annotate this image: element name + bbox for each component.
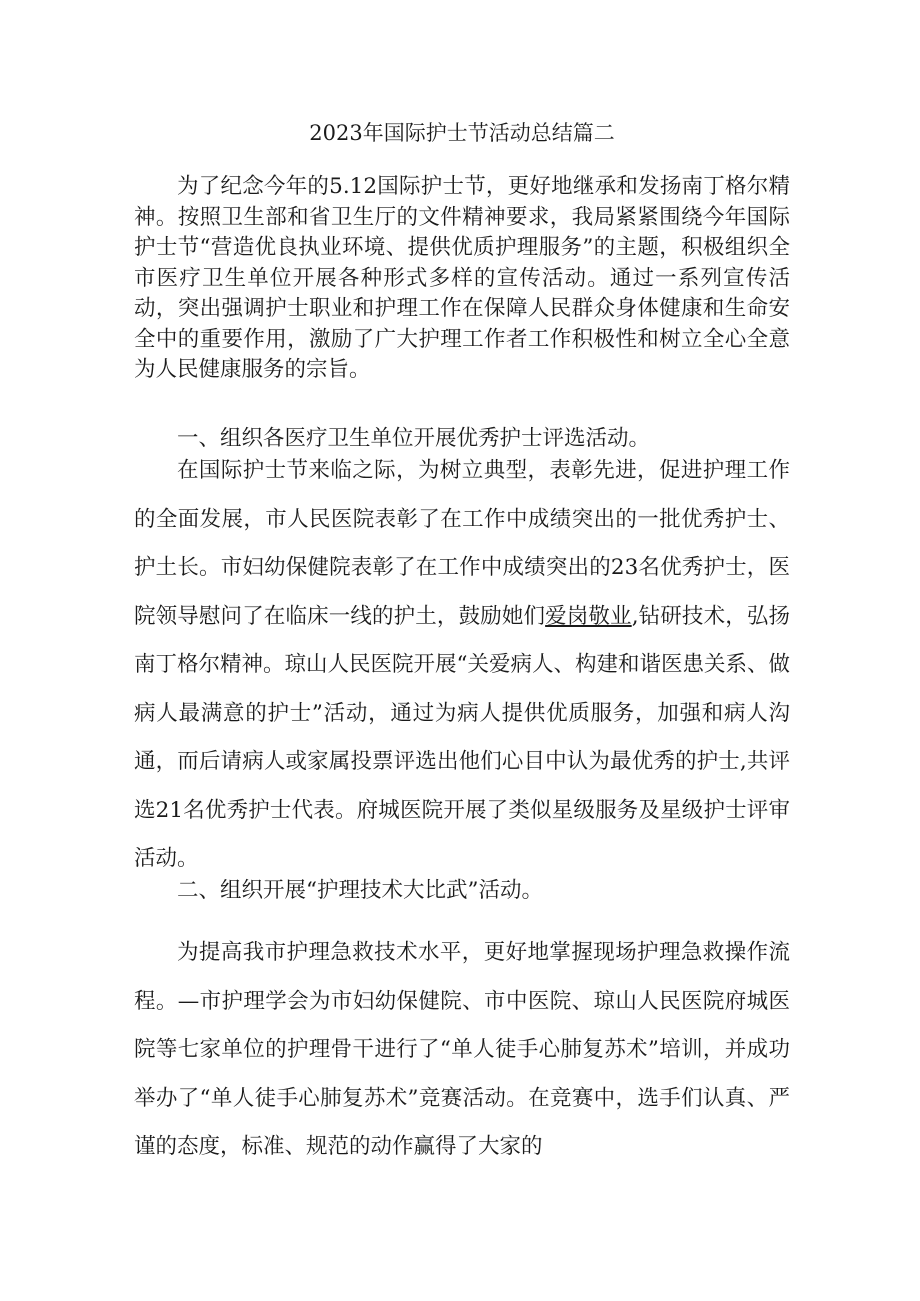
- intro-paragraph: 为了纪念今年的5.12国际护士节，更好地继承和发扬南丁格尔精神。按照卫生部和省卫生厅的文件精神要求，我局紧紧围绕今年国际护士节“营造优良执业环境、提供优质护理服务”的主题，积极组织全市医疗卫生单位开展各种形式多样的宣传活动。通过一系列宣传活动，突出强调护士职业和护理工作在保障人民群众身体健康和生命安全中的重要作用，激励了广大护理工作者工作积极性和树立全心全意为人民健康服务的宗旨。: [134, 174, 790, 382]
- document-title: 2023年国际护士节活动总结篇二: [309, 121, 615, 145]
- section-1-heading: 一、组织各医疗卫生单位开展优秀护士评选活动。: [177, 426, 651, 451]
- section-2-heading: 二、组织开展“护理技术大比武”活动。: [177, 878, 543, 903]
- section-1-text-before: 在国际护士节来临之际，为树立典型，表彰先进，促进护理工作的全面发展，市人民医院表彰了在工作中成绩突出的一批优秀护士、护土长。市妇幼保健院表彰了在工作中成绩突出的23名优秀护士，医院领导慰问了在临床一线的护土，鼓励她们: [134, 458, 790, 629]
- section-1-paragraph: [134, 447, 790, 884]
- underlined-phrase: 爱岗敬业: [545, 603, 632, 629]
- section-1-text-after: ,钻研技术，弘扬南丁格尔精神。琼山人民医院开展“关爱病人、构建和谐医患关系、做病人最满意的护士”活动，通过为病人提供优质服务，加强和病人沟通，而后请病人或家属投票评选出他们心目中认为最优秀的护士,共评选21名优秀护士代表。府城医院开展了类似星级服务及星级护士评审活动。: [134, 603, 790, 871]
- section-2-paragraph: 为提高我市护理急救技术水平，更好地掌握现场护理急救操作流程。—市护理学会为市妇幼保健院、市中医院、琼山人民医院府城医院等七家单位的护理骨干进行了“单人徒手心肺复苏术”培训，并成功举办了“单人徒手心肺复苏术”竞赛活动。在竞赛中，选手们认真、严谨的态度，标准、规范的动作赢得了大家的: [134, 940, 790, 1159]
